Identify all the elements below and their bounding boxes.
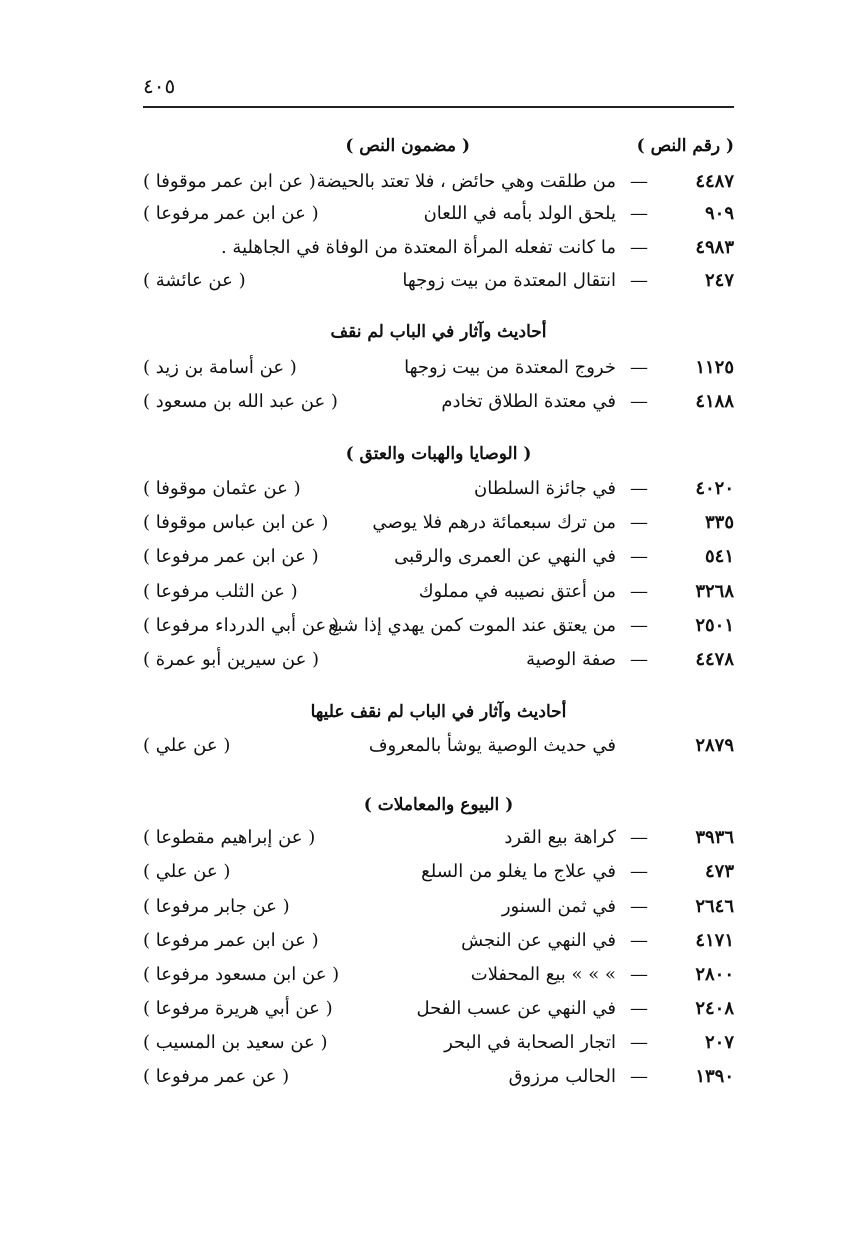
list-item: ٤٤٨٧ — من طلقت وهي حائض ، فلا تعتد بالحيضة ( عن ابن عمر موقوفا ) bbox=[143, 171, 734, 192]
content-column-header: ( مضمون النص ) bbox=[345, 136, 470, 156]
list-item: ٤٤٧٨ — صفة الوصية ( عن سيرين أبو عمرة ) bbox=[143, 649, 734, 670]
text-title: في معتدة الطلاق تخادم bbox=[441, 391, 616, 412]
text-title: في جائزة السلطان bbox=[473, 478, 616, 499]
text-title: يلحق الولد بأمه في اللعان bbox=[423, 203, 616, 224]
text-title: من ترك سبعمائة درهم فلا يوصي bbox=[372, 512, 616, 533]
text-title: ما كانت تفعله المرأة المعتدة من الوفاة في الجاهلية . bbox=[220, 237, 616, 258]
dash: — bbox=[630, 964, 648, 985]
text-title: في علاج ما يغلو من السلع bbox=[421, 861, 616, 882]
text-title: كراهة بيع القرد bbox=[504, 827, 616, 848]
dash: — bbox=[630, 171, 648, 192]
dash: — bbox=[630, 357, 648, 378]
number-column-header: ( رقم النص ) bbox=[636, 136, 734, 156]
dash: — bbox=[630, 615, 648, 636]
dash: — bbox=[630, 896, 648, 917]
text-number: ٤٧٣ bbox=[704, 861, 734, 882]
dash: — bbox=[630, 478, 648, 499]
text-number: ٣٩٣٦ bbox=[695, 827, 734, 848]
list-item: ٣٢٦٨ — من أعتق نصيبه في مملوك ( عن الثلب مرفوعا ) bbox=[143, 581, 734, 602]
text-number: ٣٣٥ bbox=[704, 512, 734, 533]
list-item: ١١٢٥ — خروج المعتدة من بيت زوجها ( عن أسامة بن زيد ) bbox=[143, 357, 734, 378]
list-item: ١٣٩٠ — الحالب مرزوق ( عن عمر مرفوعا ) bbox=[143, 1066, 734, 1087]
list-item: ٣٣٥ — من ترك سبعمائة درهم فلا يوصي ( عن ابن عباس موقوفا ) bbox=[143, 512, 734, 533]
list-item: ٢٦٤٦ — في ثمن السنور ( عن جابر مرفوعا ) bbox=[143, 896, 734, 917]
dash: — bbox=[630, 270, 648, 291]
dash: — bbox=[630, 930, 648, 951]
list-item: ٤٠٢٠ — في جائزة السلطان ( عن عثمان موقوفا ) bbox=[143, 478, 734, 499]
dash: — bbox=[630, 546, 648, 567]
list-item: ٢٨٧٩ في حديث الوصية يوشأ بالمعروف ( عن علي ) bbox=[143, 735, 734, 756]
section-title: أحاديث وآثار في الباب لم نقف bbox=[330, 322, 547, 342]
text-number: ١٣٩٠ bbox=[695, 1066, 734, 1087]
text-title: صفة الوصية bbox=[526, 649, 616, 670]
text-number: ٥٤١ bbox=[704, 546, 734, 567]
list-item: ٢٤٠٨ — في النهي عن عسب الفحل ( عن أبي هريرة مرفوعا ) bbox=[143, 998, 734, 1019]
list-item: ٥٤١ — في النهي عن العمرى والرقبى ( عن ابن عمر مرفوعا ) bbox=[143, 546, 734, 567]
text-number: ٤٠٢٠ bbox=[695, 478, 734, 499]
section-title: ( الوصايا والهبات والعتق ) bbox=[345, 444, 532, 464]
text-title: من أعتق نصيبه في مملوك bbox=[418, 581, 616, 602]
section-title: ( البيوع والمعاملات ) bbox=[363, 795, 514, 815]
list-item: ٤١٧١ — في النهي عن النجش ( عن ابن عمر مرفوعا ) bbox=[143, 930, 734, 951]
text-number: ٢٤٧ bbox=[704, 270, 734, 291]
text-number: ٤٤٧٨ bbox=[695, 649, 734, 670]
text-title: انتقال المعتدة من بيت زوجها bbox=[402, 270, 616, 291]
list-item: ٢٨٠٠ — » » » بيع المحفلات ( عن ابن مسعود مرفوعا ) bbox=[143, 964, 734, 985]
text-number: ٤١٨٨ bbox=[695, 391, 734, 412]
text-title: خروج المعتدة من بيت زوجها bbox=[404, 357, 616, 378]
text-number: ٤١٧١ bbox=[695, 930, 734, 951]
text-title: من طلقت وهي حائض ، فلا تعتد بالحيضة bbox=[316, 171, 616, 192]
list-item: ٤٧٣ — في علاج ما يغلو من السلع ( عن علي ) bbox=[143, 861, 734, 882]
text-title: في ثمن السنور bbox=[501, 896, 616, 917]
text-number: ٤٤٨٧ bbox=[695, 171, 734, 192]
text-number: ٢٤٠٨ bbox=[695, 998, 734, 1019]
page-number: ٤٠٥ bbox=[143, 74, 176, 98]
dash: — bbox=[630, 581, 648, 602]
dash: — bbox=[630, 827, 648, 848]
list-item: ٤١٨٨ — في معتدة الطلاق تخادم ( عن عبد الله بن مسعود ) bbox=[143, 391, 734, 412]
dash: — bbox=[630, 1032, 648, 1053]
text-number: ١١٢٥ bbox=[695, 357, 734, 378]
text-title: في النهي عن عسب الفحل bbox=[416, 998, 616, 1019]
list-item: ٢٤٧ — انتقال المعتدة من بيت زوجها ( عن عائشة ) bbox=[143, 270, 734, 291]
dash: — bbox=[630, 998, 648, 1019]
dash: — bbox=[630, 861, 648, 882]
list-item: ٢٠٧ — اتجار الصحابة في البحر ( عن سعيد بن المسيب ) bbox=[143, 1032, 734, 1053]
dash: — bbox=[630, 649, 648, 670]
text-number: ٢٠٧ bbox=[704, 1032, 734, 1053]
text-title: في النهي عن النجش bbox=[461, 930, 616, 951]
text-number: ٣٢٦٨ bbox=[695, 581, 734, 602]
dash: — bbox=[630, 237, 648, 258]
text-number: ٤٩٨٣ bbox=[695, 237, 734, 258]
text-number: ٢٨٧٩ bbox=[695, 735, 734, 756]
dash: — bbox=[630, 512, 648, 533]
dash: — bbox=[630, 203, 648, 224]
dash: — bbox=[630, 391, 648, 412]
list-item: ٩٠٩ — يلحق الولد بأمه في اللعان ( عن ابن عمر مرفوعا ) bbox=[143, 203, 734, 224]
text-title: في النهي عن العمرى والرقبى bbox=[394, 546, 616, 567]
text-number: ٩٠٩ bbox=[704, 203, 734, 224]
text-title: » » » بيع المحفلات bbox=[470, 964, 616, 985]
section-title: أحاديث وآثار في الباب لم نقف عليها bbox=[310, 702, 567, 722]
text-title: من يعتق عند الموت كمن يهدي إذا شبع bbox=[328, 615, 616, 636]
text-number: ٢٦٤٦ bbox=[695, 896, 734, 917]
text-title: في حديث الوصية يوشأ بالمعروف bbox=[368, 735, 616, 756]
list-item: ٣٩٣٦ — كراهة بيع القرد ( عن إبراهيم مقطوعا ) bbox=[143, 827, 734, 848]
dash: — bbox=[630, 1066, 648, 1087]
text-title: اتجار الصحابة في البحر bbox=[444, 1032, 616, 1053]
text-number: ٢٥٠١ bbox=[695, 615, 734, 636]
list-item: ٢٥٠١ — من يعتق عند الموت كمن يهدي إذا شبع ( عن أبي الدرداء مرفوعا ) bbox=[143, 615, 734, 636]
top-rule bbox=[143, 106, 734, 108]
list-item bbox=[0, 237, 861, 271]
text-number: ٢٨٠٠ bbox=[695, 964, 734, 985]
text-title: الحالب مرزوق bbox=[508, 1066, 616, 1087]
